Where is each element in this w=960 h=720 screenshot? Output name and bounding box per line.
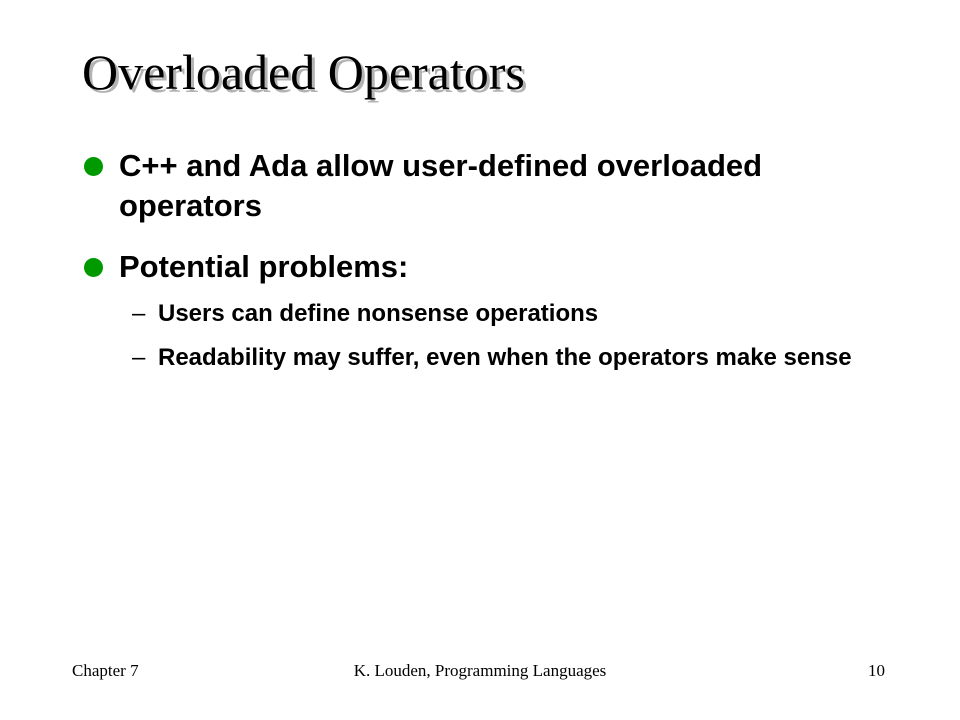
bullet-item: C++ and Ada allow user-defined overloaded operators [119,148,763,223]
dash-icon: – [132,344,146,371]
bullet-dot-icon [84,157,103,176]
slide-title: Overloaded Operators [82,44,525,100]
footer-page-number: 10 [868,661,885,680]
sub-bullet-item: Readability may suffer, even when the operators make sense [158,344,852,371]
dash-icon: – [132,300,146,327]
bullet-item: Potential problems: [119,249,409,284]
sub-bullet-item: Users can define nonsense operations [158,300,599,327]
footer-chapter: Chapter 7 [72,661,139,680]
footer-author: K. Louden, Programming Languages [353,661,607,680]
bullet-dot-icon [84,258,103,277]
